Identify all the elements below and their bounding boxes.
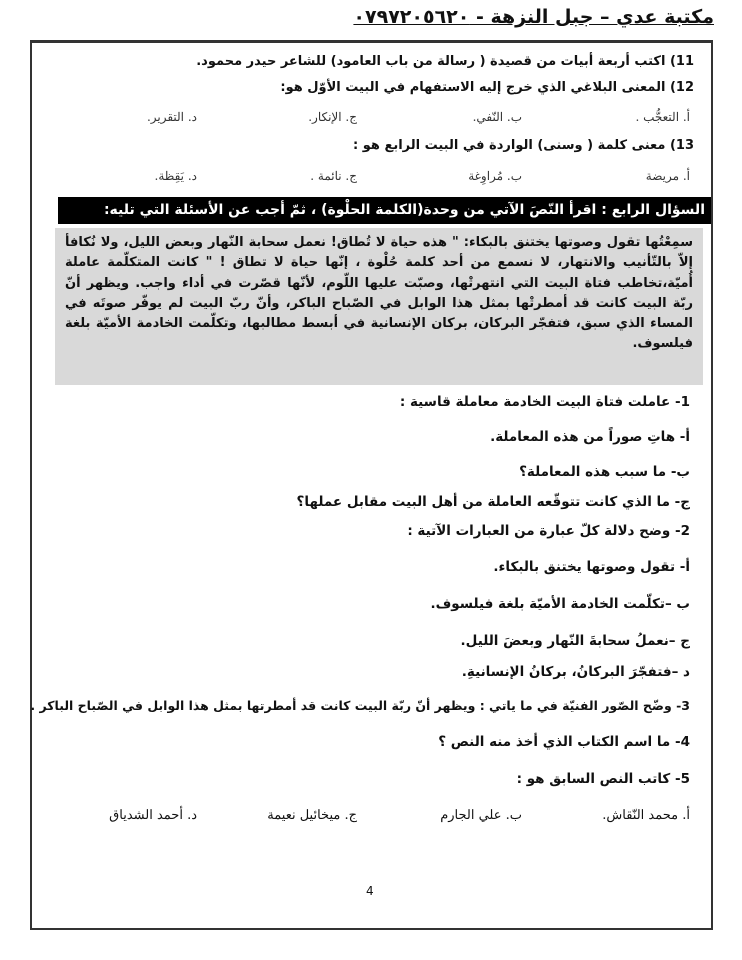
question-5: 5- كاتب النص السابق هو : [516, 771, 690, 787]
page-border [30, 40, 713, 930]
question-4: 4- ما اسم الكتاب الذي أخذ منه النص ؟ [438, 734, 690, 750]
question-13: 13) معنى كلمة ( وسنى) الواردة في البيت الرابع هو : [353, 138, 694, 153]
q13-option-c: ج. نائمة . [310, 169, 357, 183]
q13-option-b: ب. مُراوِغة [468, 169, 522, 183]
question-1c: ج- ما الذي كانت تتوقّعه العاملة من أهل البيت مقابل عملها؟ [296, 494, 690, 510]
q12-option-c: ج. الإنكار. [308, 110, 357, 124]
question-2d: د –فتفجّرَ البركانُ، بركانُ الإنسانيةِ. [461, 664, 690, 680]
q13-option-a: أ. مريضة [645, 169, 690, 183]
question-1a: أ- هاتِ صوراً من هذه المعاملة. [490, 429, 690, 445]
question-1b: ب- ما سبب هذه المعاملة؟ [519, 464, 690, 480]
library-header: مكتبة عدي – جبل النزهة - ٠٧٩٧٢٠٥٦٢٠ [353, 6, 714, 28]
q5-option-b: ب. علي الجارم [440, 808, 522, 823]
q13-option-d: د. يَقِظة. [154, 169, 197, 183]
q5-option-c: ج. ميخائيل نعيمة [267, 808, 357, 823]
question-1: 1- عاملت فتاة البيت الخادمة معاملة قاسية : [399, 394, 690, 410]
question-11: 11) اكتب أربعة أبيات من قصيدة ( رسالة من باب العامود) للشاعر حيدر محمود. [196, 54, 694, 69]
page-number: 4 [366, 884, 374, 898]
question-12: 12) المعنى البلاغي الذي خرج إليه الاستفهام في البيت الأوّل هو: [280, 80, 694, 95]
question-2c: ج –نعملُ سحابةَ النّهار وبعضَ الليل. [460, 633, 690, 649]
question-2b: ب –تكلّمت الخادمة الأميّة بلغة فيلسوف. [430, 596, 690, 612]
q12-option-a: أ. التعجُّب . [635, 110, 690, 124]
reading-passage: سمِعْتُها تقول وصوتها يختنق بالبكاء: " هذه حياة لا تُطاق! نعمل سحابة النّهار وبعض الليل، ولا نُكافأ إلاّ بالتّأنيب والانتهار، لا نسمع من أحد كلمة حُلْوة ، إنّها حياة لا تطاق ! " كانت المتكلّمة عاملة أُميّة،تخاطب فتاة البيت التي انتهرتْها، وصبّت عليها اللّوم، لأنّها قصّرت في أداء واجب. ويظهر أنّ ربّة البيت كانت قد أمطرتْها بمثل هذا الوابل في الصّباح الباكر، وأنّ ربّ البيت لم يوفّر صوتَه في المساء الذي سبق، فتفجّر البركان، بركان الإنسانية في أبسط مطالبها، وتكلّمت الخادمة الأميّة بلغة فيلسوف. [55, 228, 703, 385]
q5-option-a: أ. محمد النّقاش. [602, 808, 690, 823]
question-3: 3- وضّح الصّور الفنيّة في ما ياتي : ويظهر أنّ ربّة البيت كانت قد أمطرتها بمثل هذا الوابل في الصّباح الباكر . [30, 698, 690, 713]
question-2a: أ- تقول وصوتها يختنق بالبكاء. [493, 559, 690, 575]
q12-option-d: د. التقرير. [146, 110, 197, 124]
q12-option-b: ب. النّفي. [472, 110, 522, 124]
section-title-bar: السؤال الرابع : اقرأ النّصَ الآتي من وحدة(الكلمة الحلْوة) ، ثمّ أجب عن الأسئلة التي تليه: [58, 197, 711, 224]
q5-option-d: د. أحمد الشدياق [109, 808, 197, 823]
question-2: 2- وضح دلالة كلّ عبارة من العبارات الآتية : [407, 523, 690, 539]
